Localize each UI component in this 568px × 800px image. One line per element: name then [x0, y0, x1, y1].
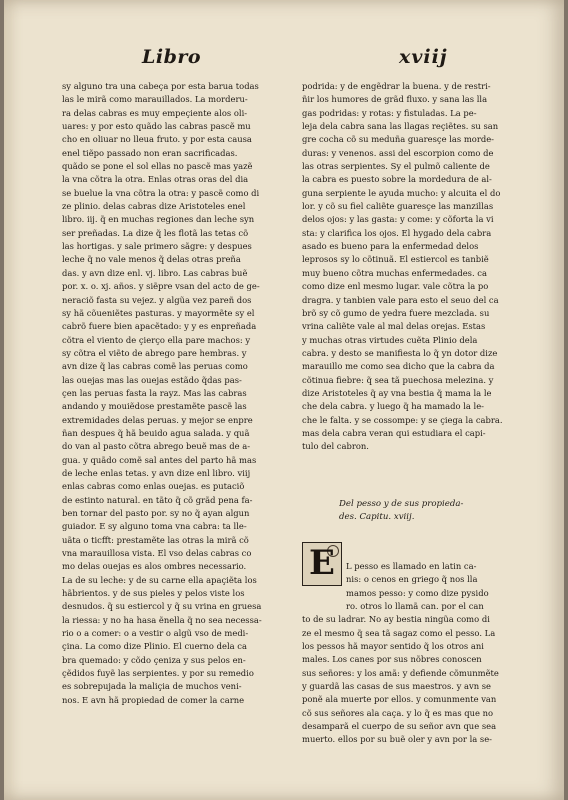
text-line: tulo del cabron. — [302, 441, 369, 452]
text-line: muy bueno cõtra muchas enfermedades. ca — [302, 267, 487, 278]
text-line: asado es bueno para la enfermedad delos — [302, 241, 479, 252]
text-line: la riessa: y no ha hasa ẽnella q̃ no sea necessa- — [62, 614, 262, 625]
text-line: desamparã el cuerpo de su señor avn que sea — [302, 721, 497, 732]
text-line: gas podridas: y rotas: y fistuladas. La pe- — [302, 107, 477, 118]
text-line: podrida: y de engẽdrar la buena. y de restri- — [302, 81, 491, 91]
text-line: neraciõ fasta su vejez. y algũa vez pareñ dos — [62, 294, 252, 305]
text-line: gre cocha cõ su meduña guaresçe las morde- — [302, 134, 494, 145]
text-line: las ouejas mas las ouejas estãdo q̃das pas- — [62, 374, 242, 385]
text-line: por. x. o. xj. años. y siẽpre vsan del acto de ge- — [62, 281, 260, 292]
text-line: rio o a comer: o a vestir o algũ vso de medi- — [62, 628, 249, 639]
text-line: cõtinua fiebre: q̃ sea tã puechosa melezina. y — [302, 374, 494, 385]
text-line: sta: y clarifica los ojos. El hygado dela cabra — [302, 227, 492, 238]
text-line: enlas cabras como enlas ouejas. es putaciõ — [62, 481, 245, 492]
text-line: ro. otros lo llamã can. por el can — [346, 601, 484, 612]
text-line: extremidades delas peruas. y mejor se enpre — [62, 414, 253, 425]
left-text-column — [62, 80, 284, 760]
book-page — [4, 0, 564, 800]
chapter-heading — [339, 497, 529, 524]
text-line: brõ sy cõ gumo de yedra fuere mezclada. su — [302, 307, 490, 318]
text-line: desnudos. q̃ su estiercol y q̃ su vrina en gruesa — [62, 601, 262, 612]
text-line: çen las peruas fasta la rayz. Mas las cabras — [62, 387, 247, 398]
text-line: males. Los canes por sus nõbres conoscen — [302, 654, 482, 665]
text-line: Del pesso y de sus propieda- — [339, 499, 464, 509]
text-line: cabrõ fuere bien apacẽtado: y y es enpreñada — [62, 321, 257, 332]
text-line: lor. y cõ su fiel caliẽte guaresçe las manzillas — [302, 201, 494, 212]
text-line: las otras serpientes. Sy el pulmõ caliente de — [302, 161, 490, 172]
text-line: das. y avn dize enl. vj. libro. Las cabras buẽ — [62, 267, 248, 278]
text-line: duras: y venenos. assi del escorpion como de — [302, 147, 494, 158]
text-line: las le mirã como marauillados. La morderu- — [62, 94, 248, 105]
text-line: do van al pasto cõtra abrego beuẽ mas de a- — [62, 441, 251, 452]
text-line: andando y mouiẽdose prestamẽte pascẽ las — [62, 401, 247, 412]
text-line: leche q̃ no vale menos q̃ delas otras preña — [62, 254, 241, 265]
initial-letter: E — [309, 543, 335, 583]
text-line: mo delas ouejas es alos ombres necessario. — [62, 561, 247, 572]
text-line: cabra. y desto se manifiesta lo q̃ yn dotor dize — [302, 347, 498, 358]
text-line: ñan despues q̃ hã beuido agua salada. y quã — [62, 427, 250, 438]
text-line: libro. iij. q̃ en muchas regiones dan leche syn — [62, 214, 255, 225]
text-line: los pessos hã mayor sentido q̃ los otros ani — [302, 641, 484, 652]
text-line: mas dela cabra veran qui estudiara el capi- — [302, 427, 486, 438]
text-line: ser preñadas. La dize q̃ les flotã las tetas cõ — [62, 227, 249, 238]
text-line: dize Aristoteles q̃ ay vna bestia q̃ mama la le — [302, 387, 492, 398]
text-line: como dize enl mesmo lugar. vale cõtra la po — [302, 281, 489, 292]
text-line: de estinto natural. en tãto q̃ cõ grãd pena fa- — [62, 494, 253, 505]
text-line: leprosos sy lo cõtinuã. El estiercol es tanbiẽ — [302, 254, 489, 265]
text-line: de leche enlas tetas. y avn dize enl libro. viij — [62, 467, 251, 478]
text-line: delos ojos: y las gasta: y come: y cõforta la vi — [302, 214, 494, 225]
text-line: des. Capitu. xviij. — [339, 512, 415, 523]
text-line: leja dela cabra sana las llagas reçiẽtes. su san — [302, 121, 499, 132]
text-line: çina. La como dize Plinio. El cuerno dela ca — [62, 641, 247, 652]
text-line: la vna cõtra la otra. Enlas otras oras del dia — [62, 174, 249, 185]
text-line: vna marauillosa vista. El vso delas cabras co — [62, 548, 252, 559]
text-line: y muchas otras virtudes cuẽta Plinio dela — [302, 334, 478, 345]
text-line: enel tiẽpo passado non eran sacrificadas. — [62, 147, 238, 158]
text-line: sy alguno tra una cabeça por esta barua todas — [62, 81, 259, 91]
text-line: ze el mesmo q̃ sea tã sagaz como el pesso. La — [302, 627, 496, 638]
text-line: sus señores: y los amã: y defiende cõmunmẽte — [302, 667, 499, 678]
text-line: guna serpiente le ayuda mucho: y alcuita el do — [302, 187, 501, 198]
text-line: ra delas cabras es muy empeçiente alos oli- — [62, 107, 248, 118]
text-line: cõ sus señores ala caça. y lo q̃ es mas que no — [302, 707, 494, 718]
text-line: ze plinio. delas cabras dize Aristoteles enel — [62, 201, 246, 212]
text-line: L pesso es llamado en latin ca- — [346, 561, 477, 571]
text-line: es sobrepujada la maliçia de muchos veni- — [62, 681, 242, 692]
text-line: uãta o ticfft: prestamẽte las otras la mirã cõ — [62, 534, 249, 545]
text-line: uares: y por esto quãdo las cabras pascẽ mu — [62, 121, 251, 132]
right-text-column-upper — [302, 80, 524, 540]
text-line: sy hã cõueniẽtes pasturas. y mayormẽte sy el — [62, 307, 255, 318]
text-line: che le falta. y se cossompe: y se çiega la cabra. — [302, 414, 503, 425]
folio-number: xviij — [399, 46, 448, 68]
text-line: marauillo me como sea dicho que la cabra da — [302, 361, 495, 372]
text-line: ponẽ ala muerte por ellos. y comunmente van — [302, 694, 497, 705]
running-head — [4, 46, 564, 76]
text-line: ñir los humores de grãd fluxo. y sana las lla — [302, 94, 488, 105]
running-head-left: Libro — [142, 46, 202, 68]
text-line: quãdo se pone el sol ellas no pascẽ mas yazẽ — [62, 161, 253, 172]
text-line: y guardã las casas de sus maestros. y avn se — [302, 681, 492, 692]
text-line: ben tornar del pasto por. sy no q̃ ayan algun — [62, 508, 250, 518]
text-line: çẽdidos fuyẽ las serpientes. y por su remedio — [62, 668, 254, 679]
text-line: guiador. E sy alguno toma vna cabra: ta lle- — [62, 521, 247, 532]
text-line: hãbrientos. y de sus pieles y pelos viste los — [62, 588, 245, 599]
text-line: cõtra el viento de çierço ella pare machos: y — [62, 334, 251, 345]
right-text-column-lower — [302, 560, 524, 770]
text-line: gua. y quãdo comẽ sal antes del parto hã mas — [62, 454, 257, 465]
text-line: sy cõtra el viẽto de abrego pare hembras. y — [62, 347, 247, 358]
text-line: bra quemado: y cõdo çeniza y sus pelos en- — [62, 654, 246, 665]
text-line: La de su leche: y de su carne ella apaçiẽta los — [62, 574, 257, 585]
text-line: la cabra es puesto sobre la mordedura de al- — [302, 174, 492, 185]
text-line: avn dize q̃ las cabras comẽ las peruas como — [62, 361, 248, 372]
text-line: cho en oliuar no lleua fruto. y por esta causa — [62, 134, 252, 145]
text-line: mamos pesso: y como dize pysido — [346, 587, 489, 598]
text-line: che dela cabra. y luego q̃ ha mamado la le- — [302, 401, 485, 412]
text-line: nos. E avn hã propiedad de comer la carne — [62, 694, 245, 705]
text-line: nis: o cenos en griego q̃ nos lla — [346, 574, 478, 585]
text-line: to de su ladrar. No ay bestia ningũa como di — [302, 614, 490, 625]
text-line: vrina caliẽte vale al mal delas orejas. Estas — [302, 321, 486, 332]
text-line: dragra. y tanbien vale para esto el seuo del ca — [302, 294, 499, 305]
text-line: se buelue la vna cõtra la otra: y pascẽ como di — [62, 187, 260, 198]
text-line: muerto. ellos por su buẽ oler y avn por la se- — [302, 734, 492, 745]
text-line: las hortigas. y sale primero sãgre: y despues — [62, 241, 252, 252]
